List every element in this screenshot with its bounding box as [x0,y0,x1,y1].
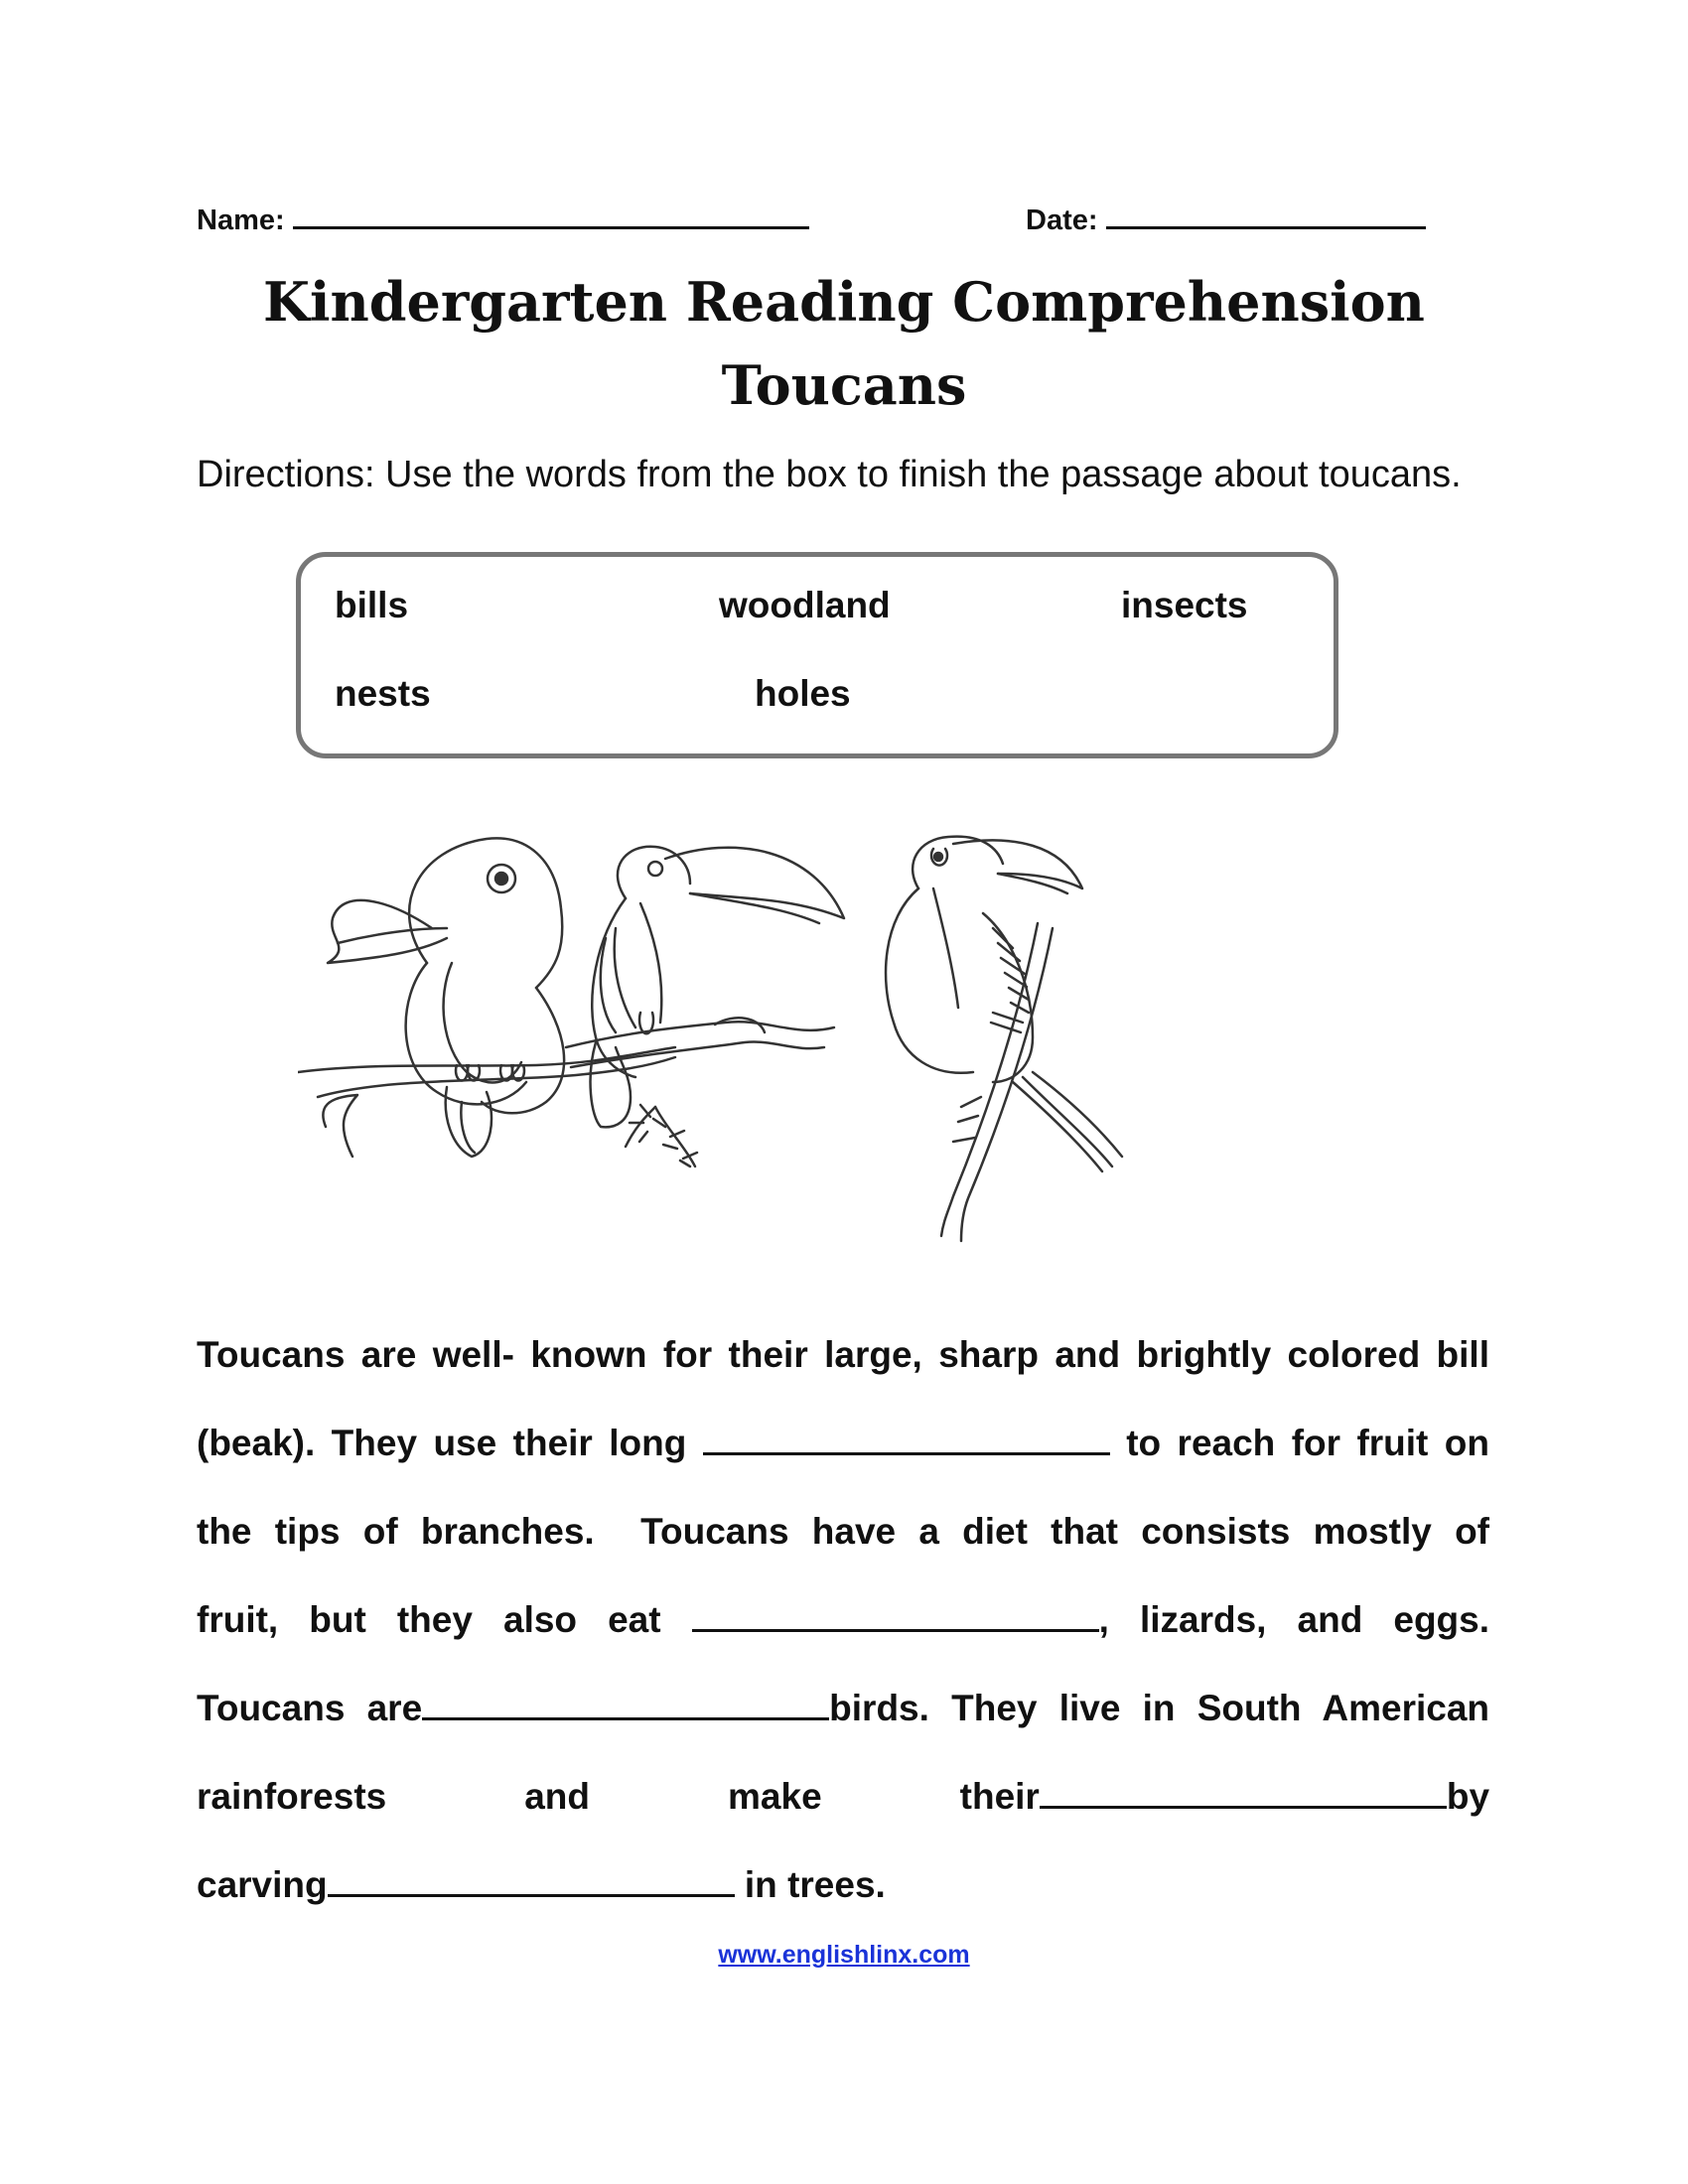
word-bank-item: insects [1121,585,1248,625]
passage-text: their [959,1776,1040,1817]
toucan-3-icon [886,837,1122,1241]
blank-bills[interactable] [703,1429,1110,1455]
passage-text: in trees. [734,1864,886,1905]
passage-text: (beak). They use their long [197,1423,687,1463]
page-title: Kindergarten Reading Comprehension [263,270,1425,334]
passage [197,1310,1489,1929]
page-subtitle: Toucans [721,353,967,417]
passage-text: , lizards, and eggs. [1098,1599,1489,1640]
passage-text: make [728,1776,822,1817]
passage-text: birds. They live in South American [829,1688,1489,1728]
date-label: Date: [1026,205,1098,236]
passage-text: to reach for fruit on [1126,1423,1489,1463]
footer-link[interactable]: www.englishlinx.com [718,1941,970,1969]
word-bank-item: woodland [719,585,891,625]
passage-text: carving [197,1864,328,1905]
word-bank-item: bills [335,585,409,625]
header-fields [197,199,1098,237]
passage-text: and [524,1776,591,1817]
name-label: Name: [197,205,285,236]
passage-text: the tips of branches. Toucans have a diet that consists mostly of [197,1511,1489,1552]
passage-line [197,1399,1489,1487]
toucan-illustration [298,829,1390,1296]
word-box [296,552,1338,758]
word-bank-item: holes [755,673,851,714]
blank-holes[interactable] [328,1870,735,1897]
name-field[interactable] [293,199,809,229]
passage-text: Toucans are [197,1688,423,1728]
passage-text: by [1446,1776,1490,1817]
date-field[interactable] [1106,199,1426,229]
passage-text: rainforests [197,1776,387,1817]
date-group [1026,199,1426,237]
passage-text: fruit, but they also eat [197,1599,661,1640]
passage-line [197,1487,1489,1575]
blank-insects[interactable] [692,1605,1099,1632]
passage-line [197,1575,1489,1664]
word-bank-item: nests [335,673,431,714]
passage-line [197,1841,1489,1929]
toucan-2-icon [566,847,844,1166]
passage-text: Toucans are well- known for their large, sharp and brightly colored bill [197,1334,1489,1375]
passage-line [197,1664,1489,1752]
passage-line [197,1752,1489,1841]
passage-line [197,1310,1489,1399]
directions-text: Directions: Use the words from the box to finish the passage about toucans. [197,454,1462,495]
blank-woodland[interactable] [422,1694,829,1720]
blank-nests[interactable] [1040,1782,1447,1809]
